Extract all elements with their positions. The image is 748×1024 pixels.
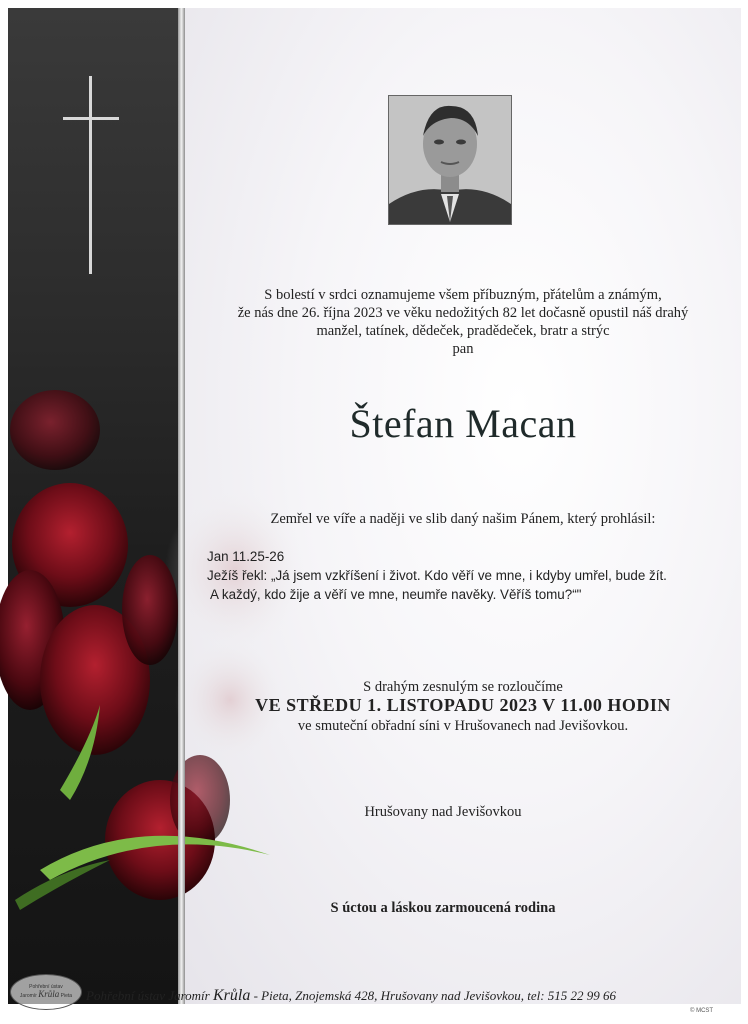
stamp-left: Jaromír [19,993,37,999]
intro-line-2: že nás dne 26. října 2023 ve věku nedožitých 82 let dočasně opustil náš drahý [237,305,689,321]
stamp-middle: Krůla [38,989,60,999]
intro-line-4: pan [452,341,474,357]
verse-line-2: A každý, kdo žije a věří ve mne, neumře navěky. Věříš tomu?“" [210,587,582,602]
farewell-place: ve smuteční obřadní síni v Hrušovanech nad Jevišovkou. [297,718,629,734]
signature: S úctou a láskou zarmoucená rodina [330,900,556,916]
stamp-top: Pohřební ústav [29,984,63,990]
intro-line-1: S bolestí v srdci oznamujeme všem příbuzným, přátelům a známým, [264,287,662,303]
verse-line-1: Ježíš řekl: „Já jsem vzkříšení i život. Kdo věří ve mne, i kdyby umřel, bude žít. [207,568,667,583]
stamp-right: Pieta [60,993,73,999]
town: Hrušovany nad Jevišovkou [364,804,522,820]
stamp-middle-row [20,991,72,1000]
verse-reference: Jan 11.25-26 [207,549,285,564]
company-stamp [10,974,82,1010]
footer-part-1: Pohřební ústav Jaromír [86,988,213,1003]
footer-brand: Krůla [212,987,251,1004]
deceased-name: Štefan Macan [349,401,577,446]
intro-line-3: manžel, tatínek, dědeček, pradědeček, bratr a strýc [316,323,610,339]
portrait-photo [388,95,512,225]
credit: © MCST [690,1008,714,1014]
bible-verse [207,547,667,604]
footer-part-2: - Pieta, Znojemská 428, Hrušovany nad Jevišovkou, tel: 515 22 99 66 [250,988,617,1003]
farewell-date: VE STŘEDU 1. LISTOPADU 2023 V 11.00 HODIN [255,695,671,715]
farewell-intro: S drahým zesnulým se rozloučíme [363,679,563,695]
funeral-home-footer [86,987,616,1005]
faith-line: Zemřel ve víře a naději ve slib daný našim Pánem, který prohlásil: [270,511,656,527]
